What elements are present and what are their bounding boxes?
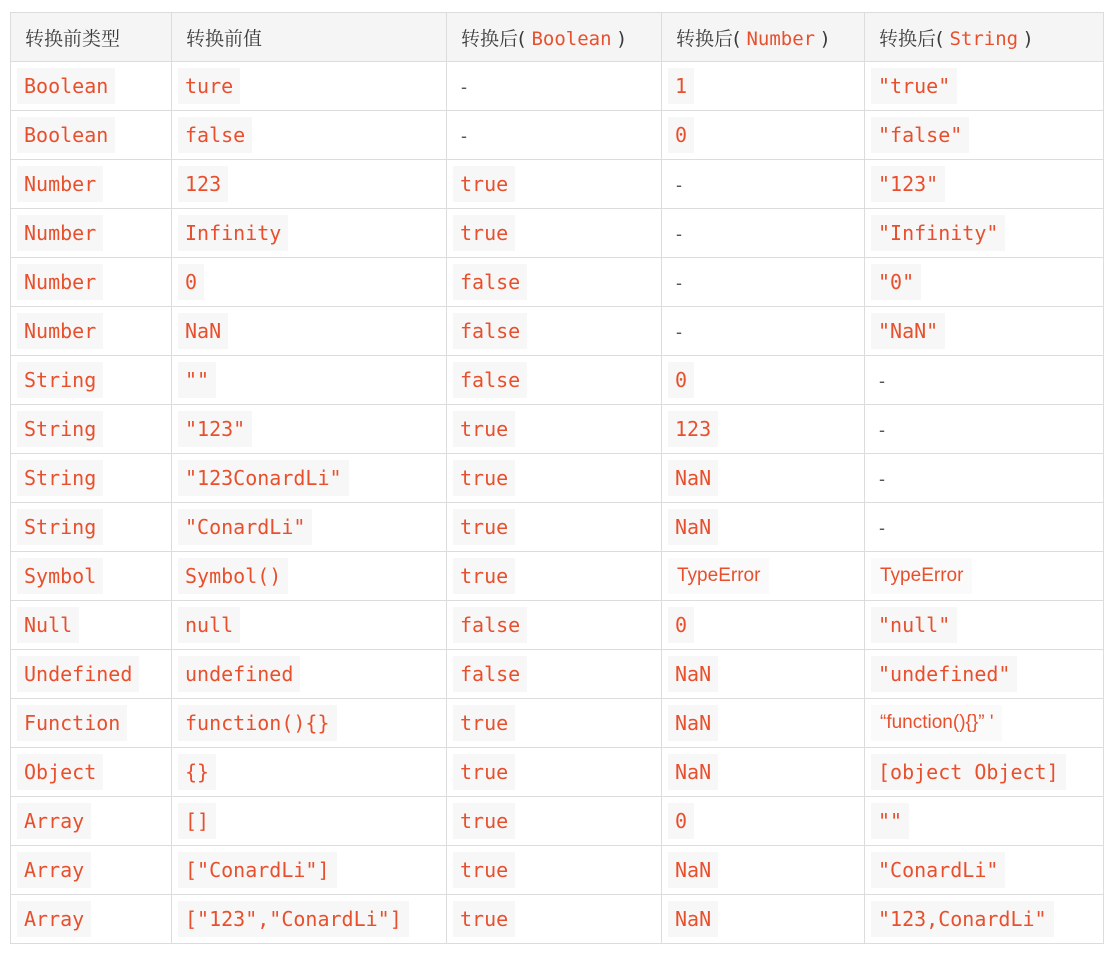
cell-boolean <box>447 160 662 209</box>
cell-value <box>172 650 447 699</box>
cell-value-value: "ConardLi" <box>178 509 312 545</box>
cell-string-value: "null" <box>871 607 957 643</box>
table-header-row <box>11 13 1104 62</box>
cell-type <box>11 650 172 699</box>
cell-boolean-value: false <box>453 362 527 398</box>
cell-number-value: 0 <box>668 117 694 153</box>
cell-string-value: TypeError <box>871 558 972 594</box>
cell-number-value: NaN <box>668 852 718 888</box>
cell-boolean-value: - <box>461 77 467 97</box>
cell-number <box>662 699 865 748</box>
header-to-number <box>662 13 865 62</box>
cell-number-value: - <box>676 322 682 342</box>
table-row <box>11 797 1104 846</box>
cell-value-value: NaN <box>178 313 228 349</box>
cell-type <box>11 405 172 454</box>
cell-value <box>172 356 447 405</box>
cell-string-value: "0" <box>871 264 921 300</box>
cell-string-value: "true" <box>871 68 957 104</box>
cell-string-value: - <box>879 420 885 440</box>
cell-string <box>865 601 1104 650</box>
cell-number-value: NaN <box>668 901 718 937</box>
cell-number <box>662 307 865 356</box>
cell-type-value: Number <box>17 313 103 349</box>
cell-string <box>865 111 1104 160</box>
header-source-value-label: 转换前值 <box>186 27 263 50</box>
cell-number <box>662 62 865 111</box>
cell-value <box>172 62 447 111</box>
header-suffix: ) <box>617 27 626 50</box>
cell-number-value: 123 <box>668 411 718 447</box>
cell-boolean-value: true <box>453 852 515 888</box>
cell-boolean <box>447 552 662 601</box>
table-row <box>11 405 1104 454</box>
cell-value <box>172 895 447 944</box>
cell-type <box>11 503 172 552</box>
cell-type-value: Number <box>17 264 103 300</box>
cell-value <box>172 258 447 307</box>
table-row <box>11 846 1104 895</box>
cell-boolean-value: - <box>461 126 467 146</box>
cell-boolean-value: true <box>453 901 515 937</box>
table-row <box>11 503 1104 552</box>
cell-value-value: [] <box>178 803 216 839</box>
cell-value <box>172 307 447 356</box>
cell-number-value: - <box>676 175 682 195</box>
cell-type-value: Boolean <box>17 68 115 104</box>
cell-type-value: Undefined <box>17 656 139 692</box>
cell-type <box>11 307 172 356</box>
header-code: String <box>949 27 1019 50</box>
table-row <box>11 454 1104 503</box>
cell-boolean <box>447 699 662 748</box>
cell-type-value: Array <box>17 852 91 888</box>
cell-type <box>11 160 172 209</box>
table-row <box>11 552 1104 601</box>
cell-number <box>662 552 865 601</box>
cell-string-value: "false" <box>871 117 969 153</box>
cell-type <box>11 748 172 797</box>
cell-boolean <box>447 846 662 895</box>
cell-boolean-value: true <box>453 166 515 202</box>
cell-type <box>11 209 172 258</box>
cell-string <box>865 405 1104 454</box>
cell-number <box>662 503 865 552</box>
header-code: Number <box>746 27 816 50</box>
cell-string-value: "ConardLi" <box>871 852 1005 888</box>
cell-number <box>662 405 865 454</box>
cell-boolean-value: false <box>453 607 527 643</box>
table-row <box>11 356 1104 405</box>
header-suffix: ) <box>821 27 829 50</box>
cell-boolean <box>447 307 662 356</box>
cell-type <box>11 454 172 503</box>
cell-type <box>11 356 172 405</box>
cell-number <box>662 160 865 209</box>
cell-boolean <box>447 503 662 552</box>
cell-string-value: - <box>879 469 885 489</box>
cell-value <box>172 846 447 895</box>
cell-type-value: Number <box>17 166 103 202</box>
cell-type-value: String <box>17 509 103 545</box>
header-to-boolean <box>447 13 662 62</box>
cell-value <box>172 111 447 160</box>
cell-number-value: - <box>676 224 682 244</box>
cell-type-value: Array <box>17 803 91 839</box>
table-row <box>11 160 1104 209</box>
cell-value <box>172 405 447 454</box>
cell-number-value: NaN <box>668 754 718 790</box>
cell-number <box>662 209 865 258</box>
cell-number <box>662 111 865 160</box>
header-to-string <box>865 13 1104 62</box>
cell-value-value: Infinity <box>178 215 288 251</box>
cell-number <box>662 454 865 503</box>
type-conversion-table <box>10 12 1104 944</box>
table-row <box>11 258 1104 307</box>
cell-number-value: NaN <box>668 509 718 545</box>
header-code: Boolean <box>531 27 612 50</box>
cell-type <box>11 601 172 650</box>
cell-number-value: - <box>676 273 682 293</box>
cell-value-value: 0 <box>178 264 204 300</box>
cell-value <box>172 601 447 650</box>
cell-value <box>172 552 447 601</box>
cell-string <box>865 258 1104 307</box>
cell-number <box>662 601 865 650</box>
cell-value <box>172 454 447 503</box>
cell-string-value: "Infinity" <box>871 215 1005 251</box>
cell-string <box>865 209 1104 258</box>
table-row <box>11 748 1104 797</box>
cell-string-value: "undefined" <box>871 656 1017 692</box>
cell-string <box>865 160 1104 209</box>
table-row <box>11 209 1104 258</box>
cell-boolean <box>447 258 662 307</box>
cell-value-value: ["123","ConardLi"] <box>178 901 409 937</box>
cell-string-value: "123" <box>871 166 945 202</box>
cell-string <box>865 650 1104 699</box>
cell-string <box>865 454 1104 503</box>
cell-string <box>865 895 1104 944</box>
cell-string-value: - <box>879 518 885 538</box>
cell-value <box>172 699 447 748</box>
cell-string-value: “function(){}” ' <box>871 705 1002 741</box>
cell-type <box>11 895 172 944</box>
cell-value <box>172 160 447 209</box>
header-source-type <box>11 13 172 62</box>
cell-type <box>11 258 172 307</box>
cell-number-value: NaN <box>668 460 718 496</box>
cell-string <box>865 797 1104 846</box>
cell-string <box>865 748 1104 797</box>
cell-value-value: null <box>178 607 240 643</box>
cell-number-value: 0 <box>668 607 694 643</box>
header-prefix: 转换后( <box>461 27 526 50</box>
cell-number-value: NaN <box>668 656 718 692</box>
cell-number <box>662 650 865 699</box>
cell-value <box>172 503 447 552</box>
cell-type-value: String <box>17 411 103 447</box>
cell-number-value: 0 <box>668 362 694 398</box>
cell-type-value: Symbol <box>17 558 103 594</box>
cell-type <box>11 111 172 160</box>
cell-boolean-value: true <box>453 754 515 790</box>
cell-boolean <box>447 797 662 846</box>
cell-type-value: Null <box>17 607 79 643</box>
cell-type <box>11 797 172 846</box>
cell-value-value: ture <box>178 68 240 104</box>
cell-value-value: Symbol() <box>178 558 288 594</box>
cell-number-value: TypeError <box>668 558 769 594</box>
header-prefix: 转换后( <box>879 27 944 50</box>
cell-string <box>865 62 1104 111</box>
cell-type <box>11 62 172 111</box>
cell-value-value: false <box>178 117 252 153</box>
cell-type <box>11 552 172 601</box>
cell-boolean-value: true <box>453 411 515 447</box>
cell-string-value: "123,ConardLi" <box>871 901 1054 937</box>
header-suffix: ) <box>1024 27 1032 50</box>
cell-value <box>172 748 447 797</box>
cell-boolean <box>447 454 662 503</box>
cell-type-value: Function <box>17 705 127 741</box>
cell-value-value: {} <box>178 754 216 790</box>
cell-value-value: function(){} <box>178 705 337 741</box>
cell-boolean-value: false <box>453 656 527 692</box>
cell-string-value: "" <box>871 803 909 839</box>
cell-boolean <box>447 895 662 944</box>
cell-value <box>172 209 447 258</box>
cell-string <box>865 356 1104 405</box>
cell-string-value: - <box>879 371 885 391</box>
cell-string <box>865 307 1104 356</box>
cell-number <box>662 797 865 846</box>
cell-type-value: Array <box>17 901 91 937</box>
cell-type <box>11 846 172 895</box>
cell-type-value: String <box>17 362 103 398</box>
header-prefix: 转换后( <box>676 27 741 50</box>
cell-number <box>662 748 865 797</box>
table-row <box>11 601 1104 650</box>
table-row <box>11 650 1104 699</box>
table-row <box>11 111 1104 160</box>
cell-boolean-value: true <box>453 460 515 496</box>
cell-value-value: undefined <box>178 656 300 692</box>
cell-type-value: String <box>17 460 103 496</box>
cell-boolean <box>447 748 662 797</box>
table-row <box>11 699 1104 748</box>
header-source-type-label: 转换前类型 <box>25 27 121 50</box>
cell-boolean-value: true <box>453 558 515 594</box>
header-source-value <box>172 13 447 62</box>
cell-string <box>865 846 1104 895</box>
cell-boolean-value: false <box>453 313 527 349</box>
cell-number <box>662 895 865 944</box>
cell-boolean-value: true <box>453 803 515 839</box>
cell-type-value: Boolean <box>17 117 115 153</box>
cell-boolean <box>447 405 662 454</box>
cell-value <box>172 797 447 846</box>
cell-boolean-value: false <box>453 264 527 300</box>
cell-type-value: Object <box>17 754 103 790</box>
cell-boolean-value: true <box>453 215 515 251</box>
cell-value-value: "123ConardLi" <box>178 460 349 496</box>
cell-number-value: 1 <box>668 68 694 104</box>
cell-number <box>662 846 865 895</box>
cell-boolean <box>447 111 662 160</box>
cell-string <box>865 699 1104 748</box>
table-row <box>11 895 1104 944</box>
table-row <box>11 307 1104 356</box>
cell-boolean <box>447 601 662 650</box>
cell-number <box>662 356 865 405</box>
cell-string <box>865 552 1104 601</box>
cell-number-value: 0 <box>668 803 694 839</box>
cell-value-value: "123" <box>178 411 252 447</box>
cell-value-value: ["ConardLi"] <box>178 852 337 888</box>
cell-type <box>11 699 172 748</box>
cell-value-value: 123 <box>178 166 228 202</box>
cell-boolean <box>447 209 662 258</box>
cell-number <box>662 258 865 307</box>
cell-boolean-value: true <box>453 509 515 545</box>
cell-string <box>865 503 1104 552</box>
cell-string-value: "NaN" <box>871 313 945 349</box>
cell-boolean <box>447 356 662 405</box>
table-row <box>11 62 1104 111</box>
cell-boolean <box>447 650 662 699</box>
cell-type-value: Number <box>17 215 103 251</box>
cell-string-value: [object Object] <box>871 754 1066 790</box>
cell-number-value: NaN <box>668 705 718 741</box>
cell-boolean-value: true <box>453 705 515 741</box>
cell-value-value: "" <box>178 362 216 398</box>
cell-boolean <box>447 62 662 111</box>
